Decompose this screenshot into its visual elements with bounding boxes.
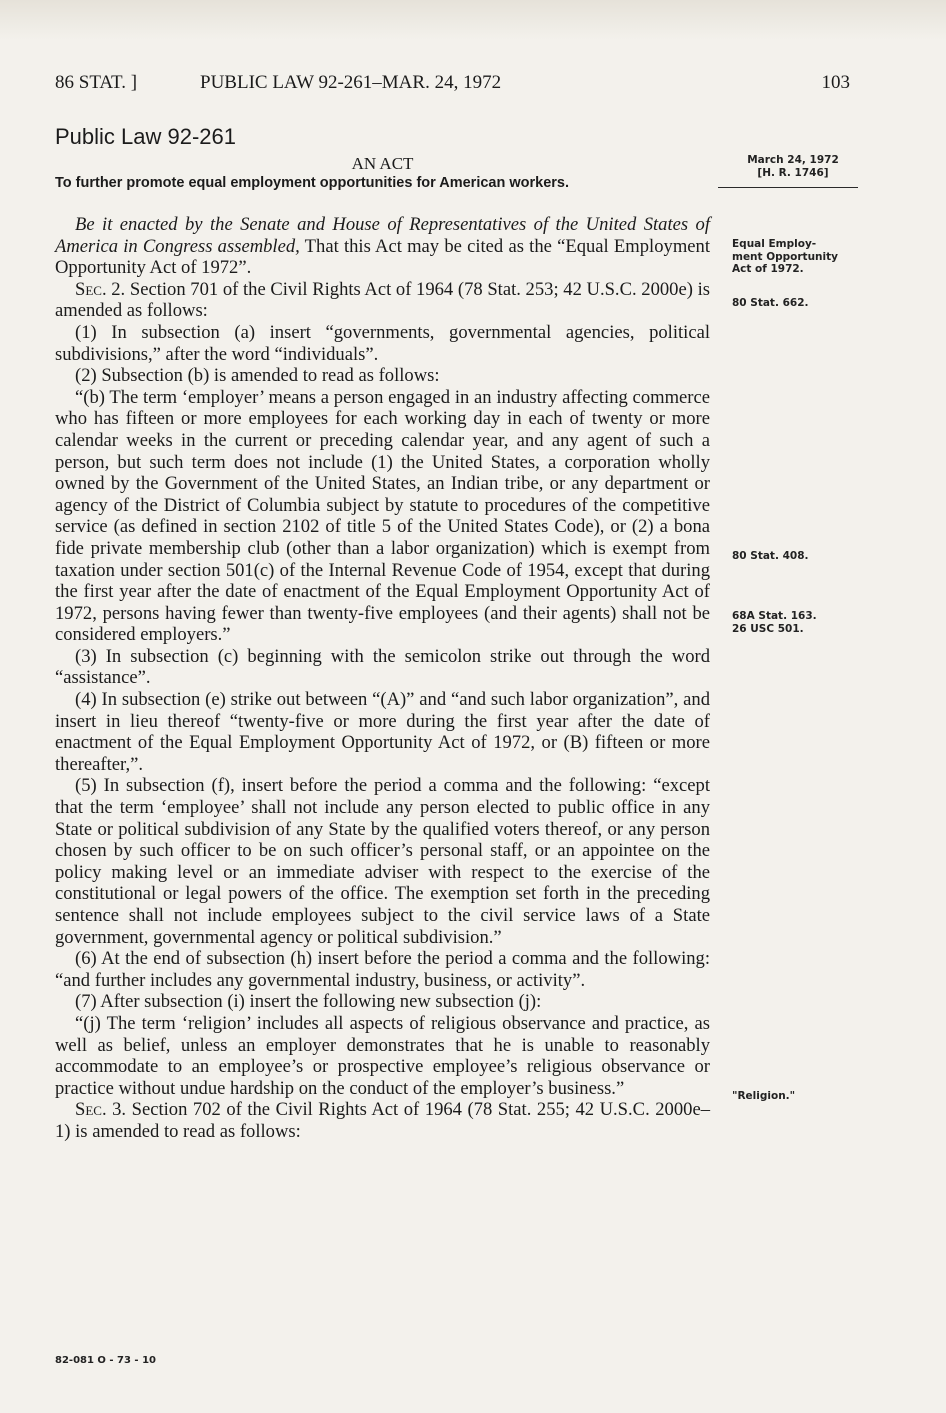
- margin-divider: [718, 187, 858, 188]
- enacting-clause: [55, 214, 710, 279]
- margin-note-religion: "Religion.": [732, 1090, 796, 1102]
- paragraph-5: (5) In subsection (f), insert before the period a comma and the following: “except that the term ‘employee’ shall not include any person elected to public office in any State or political subdivision of any State by the qualified voters thereof, or any person chosen by such officer to be on such officer’s personal staff, or an appointee on the policy making level or an immediate adviser with respect to the exercise of the constitutional or legal powers of the office. The exemption set forth in the preceding sentence shall not include employees subject to the civil service laws of a State government, governmental agency or political subdivision.”: [55, 775, 710, 948]
- paragraph-4: (4) In subsection (e) strike out between “(A)” and “and such labor organization”, and insert in lieu thereof “twenty-five or more during the first year after the date of enactment of the Equal Employment Opportunity Act of 1972, or (B) fifteen or more thereafter,”.: [55, 689, 710, 775]
- paragraph-3: (3) In subsection (c) beginning with the semicolon strike out through the word “assistance”.: [55, 645, 710, 689]
- paragraph-2-quoted: “(b) The term ‘employer’ means a person engaged in an industry affecting commerce who has fifteen or more employees for each working day in each of twenty or more calendar weeks in the current or preceding calendar year, and any agent of such a person, but such term does not include (1) the United States, a corporation wholly owned by the Government of the United States, an Indian tribe, or any department or agency of the District of Columbia subject by statute to procedures of the competitive service (as defined in section 2102 of title 5 of the United States Code), or (2) a bona fide private membership club (other than a labor organization) which is exempt from taxation under section 501(c) of the Internal Revenue Code of 1954, except that during the first year after the date of enactment of the Equal Employment Opportunity Act of 1972, persons having fewer than twenty-five employees (and their agents) shall not be considered employers.”: [55, 386, 710, 646]
- section-2: [55, 279, 710, 322]
- section-3-label: Sec. 3.: [75, 1099, 127, 1121]
- margin-date: March 24, 1972: [747, 154, 839, 166]
- margin-note-short-title: Equal Employ- ment Opportunity Act of 1972.: [732, 238, 838, 275]
- margin-bill: [H. R. 1746]: [757, 166, 829, 179]
- law-title: Public Law 92-261: [55, 124, 237, 149]
- paragraph-7-quoted: “(j) The term ‘religion’ includes all aspects of religious observance and practice, as well as belief, unless an employer demonstrates that he is unable to reasonably accommodate to an employee’s or prospective employee’s religious observance or practice without undue hardship on the conduct of the employer’s business.”: [55, 1012, 710, 1099]
- act-label: AN ACT: [351, 154, 414, 173]
- enacting-clause-rest: That this Act may be cited as the “Equal Employment Opportunity Act of 1972”.: [55, 235, 710, 279]
- margin-note-80-stat-662: 80 Stat. 662.: [732, 297, 809, 309]
- margin-note-80-stat-408: 80 Stat. 408.: [732, 550, 809, 562]
- enacting-clause-italic: Be it enacted by the Senate and House of Representatives of the United States of America in Congress assembled,: [55, 214, 710, 257]
- paragraph-1: (1) In subsection (a) insert “governments, governmental agencies, political subdivisions,” after the word “individuals”.: [55, 321, 710, 365]
- paragraph-7: (7) After subsection (i) insert the following new subsection (j):: [75, 991, 542, 1013]
- paragraph-2: (2) Subsection (b) is amended to read as follows:: [75, 365, 440, 387]
- section-2-label: Sec. 2.: [75, 278, 126, 300]
- section-3: [55, 1099, 710, 1142]
- margin-date-block: [732, 154, 854, 179]
- footer-print-code: 82-081 O - 73 - 10: [55, 1355, 156, 1366]
- section-3-text: Section 702 of the Civil Rights Act of 1964 (78 Stat. 255; 42 U.S.C. 2000e–1) is amended to read as follows:: [55, 1099, 710, 1142]
- paragraph-6: (6) At the end of subsection (h) insert before the period a comma and the following: “and further includes any governmental industry, business, or activity”.: [55, 948, 710, 991]
- act-body: [55, 214, 710, 1143]
- running-head: [55, 72, 850, 102]
- running-head-title: PUBLIC LAW 92-261–MAR. 24, 1972: [200, 72, 502, 93]
- page-number: 103: [821, 72, 850, 93]
- section-2-text: Section 701 of the Civil Rights Act of 1964 (78 Stat. 253; 42 U.S.C. 2000e) is amended as follows:: [55, 278, 710, 322]
- act-purpose: To further promote equal employment opportunities for American workers.: [55, 175, 570, 191]
- page-top-shade: [0, 0, 946, 40]
- margin-note-68a-stat-163: 68A Stat. 163. 26 USC 501.: [732, 610, 817, 635]
- running-head-stat: 86 STAT. ]: [55, 72, 138, 93]
